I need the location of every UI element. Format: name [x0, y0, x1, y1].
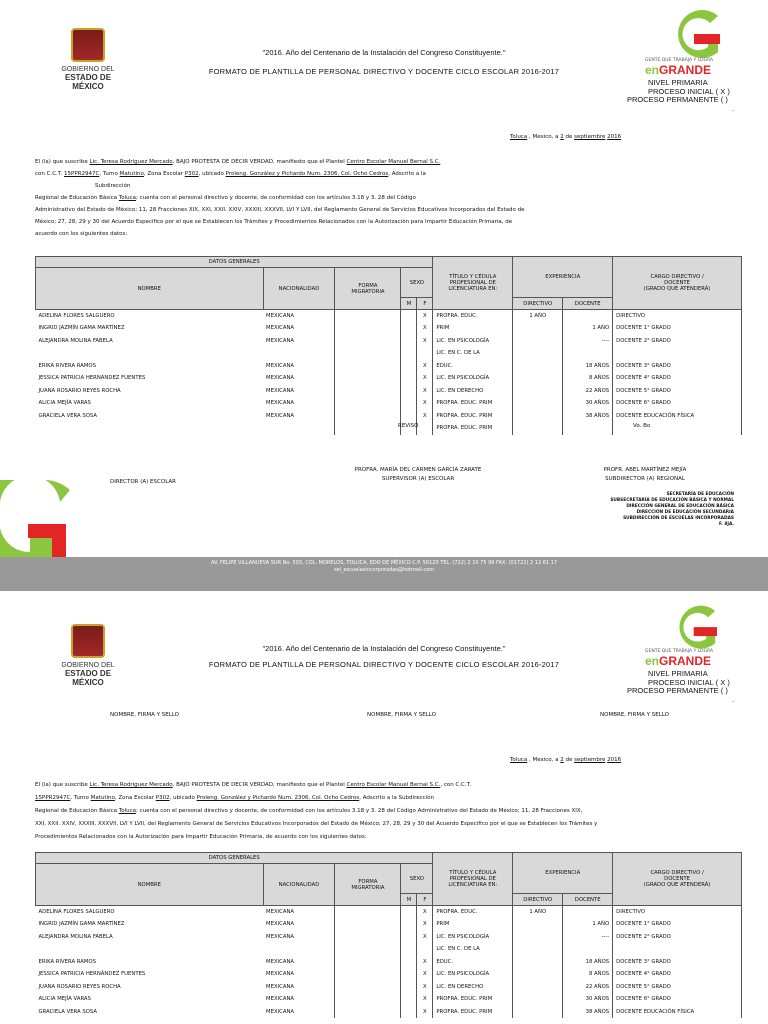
p2-a: Regional de Educación Básica [35, 195, 118, 201]
cell-empty [401, 993, 417, 1006]
cell-empty [401, 981, 417, 994]
proceso-inicial: PROCESO INICIAL ( X ) [648, 87, 730, 96]
century: 20 [607, 134, 615, 140]
experiencia-header: EXPERIENCIA [513, 257, 613, 298]
cell-nombre: ERIKA RIVERA RAMOS [38, 362, 96, 369]
cell-f [417, 347, 433, 360]
cell-doc [563, 906, 613, 919]
cell-doc: 38 AÑOS [563, 410, 613, 423]
subdir-name: PROFR. ABEL MARTÍNEZ MEJÍA [603, 467, 687, 473]
cell-f: X [417, 385, 433, 398]
cell-cargo: DOCENTE 1° GRADO [613, 322, 742, 335]
cell-doc [563, 422, 613, 435]
cell-empty [335, 335, 401, 348]
cell-dir [513, 918, 563, 931]
cell-titulo: EDUC. [433, 360, 513, 373]
cell-doc [563, 310, 613, 323]
cell-doc: 18 AÑOS [563, 956, 613, 969]
cell-nombre [36, 943, 264, 956]
cell-nac: MEXICANA [266, 313, 295, 319]
cell-empty [335, 968, 401, 981]
table-row [36, 322, 742, 335]
cell-empty [401, 906, 417, 919]
cell-titulo: LIC. EN DERECHO [433, 981, 513, 994]
cell-dir: 1 AÑO [513, 310, 563, 323]
cell-nac [263, 422, 335, 435]
titulo-header: TÍTULO Y CÉDULA PROFESIONAL DE LICENCIATURA EN: [433, 257, 513, 310]
engrande-logo [640, 6, 742, 76]
cct: 15PPR2947C [64, 171, 100, 177]
cell-nac: MEXICANA [266, 996, 295, 1003]
cell-doc [563, 347, 613, 360]
cell-titulo: PROFRA. EDUC. PRIM [433, 422, 513, 435]
nivel: NIVEL PRIMARIA [648, 669, 708, 678]
m-header: M [401, 298, 417, 310]
cell-nombre: ALEJANDRA MOLINA FABELA [38, 337, 113, 344]
cell-f: X [417, 322, 433, 335]
cell-f: X [417, 310, 433, 323]
document-title: FORMATO DE PLANTILLA DE PERSONAL DIRECTIVO Y DOCENTE CICLO ESCOLAR 2016-2017 [208, 660, 560, 669]
cell-titulo: PROFRA. EDUC. PRIM [433, 993, 513, 1006]
directivo-header: DIRECTIVO [513, 298, 563, 310]
table-body [36, 906, 742, 1019]
cell-titulo: LIC. EN C. DE LA [433, 943, 513, 956]
turno-label: , Turno [99, 171, 118, 177]
cell-empty [401, 968, 417, 981]
cell-dir [513, 385, 563, 398]
table-row [36, 956, 742, 969]
cell-nombre: ADELINA FLORES SALGUERO [38, 909, 115, 915]
cell-titulo: PROFRA. EDUC. [433, 310, 513, 323]
cell-nac: MEXICANA [266, 1008, 295, 1015]
cell-empty [401, 1006, 417, 1019]
cell-titulo: LIC. EN PSICOLOGÍA [433, 968, 513, 981]
engrande-logo [640, 602, 742, 672]
p1-c: con C.C.T. [35, 171, 63, 177]
sexo-header: SEXO [401, 268, 433, 298]
cell-doc: 30 AÑOS [563, 993, 613, 1006]
cell-empty [335, 981, 401, 994]
table-header [36, 257, 742, 310]
cell-f: X [417, 372, 433, 385]
cell-dir [513, 322, 563, 335]
table-body [36, 310, 742, 435]
cell-nombre: JESSICA PATRICIA HERNÁNDEZ FUENTES [38, 375, 146, 382]
cell-empty [335, 385, 401, 398]
secretaria-line: DIRECCIÓN DE EDUCACIÓN SECUNDARIA [636, 510, 734, 515]
cell-f: X [417, 335, 433, 348]
footer-address: AV. FELIPE VILLANUEVA SUR No. 503, COL. MORELOS, TOLUCA, EDO DE MÉXICO C.P. 50120 TEL. (722) 2 10 75 99 FAX: (01722) 2 12 61 17 [210, 560, 558, 566]
cell-nac: MEXICANA [266, 325, 295, 332]
body-text [35, 156, 735, 240]
place-date: Toluca , Mexico, a 2 de septiembre 2016 [510, 757, 622, 763]
cell-nac: MEXICANA [266, 412, 295, 419]
cell-f: X [417, 931, 433, 944]
cell-cargo: DOCENTE 2° GRADO [613, 335, 742, 348]
cell-empty [335, 931, 401, 944]
cell-nac: MEXICANA [266, 921, 295, 928]
zona-label: , Zona Escolar [143, 171, 184, 177]
cell-dir [513, 422, 563, 435]
cell-doc: 8 AÑOS [563, 372, 613, 385]
cell-dir [513, 1006, 563, 1019]
cell-nac [263, 347, 335, 360]
cell-doc: 22 AÑOS [563, 981, 613, 994]
cell-f: X [417, 981, 433, 994]
table-row [36, 310, 742, 323]
cell-f: X [417, 397, 433, 410]
cell-doc: 8 AÑOS [563, 968, 613, 981]
cell-empty [401, 310, 417, 323]
cell-nombre: INGRID JAZMÍN GAMA MARTÍNEZ [38, 325, 125, 332]
cell-empty [335, 347, 401, 360]
cell-titulo: LIC. EN C. DE LA [433, 347, 513, 360]
cell-empty [335, 906, 401, 919]
year: 16 [614, 134, 622, 140]
table-row [36, 918, 742, 931]
gov-line1: GOBIERNO DEL [61, 66, 115, 73]
place-date [510, 131, 621, 143]
body-text: El (la) que suscribe Lic. Teresa Rodriguez Mercado, BAJO PROTESTA DE DECIR VERDAD, manifiesto que el Plantel Centro Escolar Manuel Bernal S.C., con C.C.T. 15PPR2947C, Turno Matutino, Zona Escolar P302, ubicado Proleng. González y Pichardo Num. 2306, Col. Ocho Cedros, Adscrito a la Subdirección Regional de Educación Básica Toluca; cuenta con el personal directivo y docente, de conformidad con los artículos 3.18 y 3. 28 del Código Administrativo del Estado de México; 11, 28 Fracciones XIX, XXI, XXII. XXIV, XXXIII, XXXVII, LVI Y LVII, del Reglamento General de Servicios Educativos Incorporados del Estado de México; 27, 28, 29 y 30 del Acuerdo Especifico por el que se Establecen los Trámites y Procedimientos Relacionados con la Autorización para Impartir Educación Primaria, de acuerdo con los siguientes datos: [35, 782, 598, 840]
reviso: REVISÓ [398, 423, 419, 429]
g-logo-icon [640, 6, 742, 64]
proceso-inicial: PROCESO INICIAL ( X ) [648, 678, 730, 687]
table-row [36, 385, 742, 398]
cell-nac: MEXICANA [266, 909, 295, 915]
cell-titulo: PRIM [433, 322, 513, 335]
cell-nombre: ALEJANDRA MOLINA FABELA [38, 933, 113, 940]
cell-dir [513, 347, 563, 360]
cell-nombre: INGRID JAZMÍN GAMA MARTÍNEZ [38, 921, 125, 928]
logo-grande: GRANDE [659, 63, 712, 77]
table-row [36, 931, 742, 944]
cell-titulo: LIC. EN PSICOLOGÍA [433, 335, 513, 348]
cell-dir [513, 931, 563, 944]
cell-f [417, 943, 433, 956]
cell-nombre: GRACIELA VERA SOSA [38, 412, 97, 419]
cell-empty [335, 956, 401, 969]
date-sep: , Mexico, a [528, 134, 559, 140]
cell-titulo: PROFRA. EDUC. PRIM [433, 410, 513, 423]
cell-empty [335, 322, 401, 335]
cell-cargo: DOCENTE 3° GRADO [613, 360, 742, 373]
footer-email: sel_escuelasincorporadas@hotmail.com [333, 567, 435, 573]
table-row [36, 981, 742, 994]
cell-dir [513, 968, 563, 981]
firma-2: NOMBRE, FIRMA Y SELLO [367, 712, 436, 718]
logo-tagline: GENTE QUE TRABAJA Y LOGRA [645, 58, 714, 63]
table-row [36, 335, 742, 348]
table-row [36, 968, 742, 981]
cell-nombre: JESSICA PATRICIA HERNÁNDEZ FUENTES [38, 971, 146, 978]
forma-header: FORMA MIGRATORIA [335, 268, 401, 310]
cell-nac: MEXICANA [266, 400, 295, 407]
cell-empty [401, 347, 417, 360]
cell-cargo [613, 347, 742, 360]
firma-3: NOMBRE, FIRMA Y SELLO [600, 712, 669, 718]
cell-f: X [417, 1006, 433, 1019]
table-row [36, 1006, 742, 1019]
cell-dir [513, 372, 563, 385]
cell-nac: MEXICANA [266, 971, 295, 978]
cell-empty [401, 360, 417, 373]
cell-dir [513, 360, 563, 373]
cell-nac [263, 943, 335, 956]
cell-cargo: DOCENTE 4° GRADO [613, 968, 742, 981]
cell-nac: MEXICANA [266, 387, 295, 394]
cell-doc: 1 AÑO [563, 918, 613, 931]
logo-wordmark [645, 655, 711, 667]
school: Centro Escolar Manuel Bernal S.C. [346, 159, 441, 165]
watermark-g-icon [0, 480, 70, 558]
docente-header: DOCENTE [563, 298, 613, 310]
cell-empty [401, 943, 417, 956]
supervisor-name: PROFRA. MARÍA DEL CARMEN GARCÍA ZARATE [354, 467, 482, 473]
cell-dir [513, 943, 563, 956]
table-row [36, 360, 742, 373]
day: 2 [560, 134, 564, 140]
f-header: F [417, 298, 433, 310]
nombre-header: NOMBRE [36, 268, 264, 310]
cell-nombre [36, 422, 264, 435]
subdir-block [590, 466, 700, 484]
p3: Administrativo del Estado de México; 11, 28 Fracciones XIX, XXI, XXII. XXIV, XXXIII, XXXVII, LVI Y LVII, del Reglamento General de Servicios Educativos Incorporados del Estado de [35, 207, 525, 213]
cell-empty [335, 410, 401, 423]
vobo: Vo. Bo [633, 423, 651, 429]
p1-b: , BAJO PROTESTA DE DECIR VERDAD, manifiesto que el Plantel [172, 159, 345, 165]
firma-1: NOMBRE, FIRMA Y SELLO [110, 712, 179, 718]
document-page-2 [0, 596, 768, 1024]
secretaria-line: F. 8JA. [718, 522, 734, 527]
cell-f: X [417, 918, 433, 931]
cell-empty [335, 422, 401, 435]
cell-doc: 1 AÑO [563, 322, 613, 335]
g-logo-icon [640, 602, 742, 654]
subdir-title: SUBDIRECTOR (A) REGIONAL [605, 476, 685, 482]
secretaria-block [610, 492, 734, 528]
cell-f: X [417, 956, 433, 969]
cell-titulo: PROFRA. EDUC. [433, 906, 513, 919]
cell-cargo: DOCENTE 4° GRADO [613, 372, 742, 385]
group-header: DATOS GENERALES [36, 257, 433, 268]
cell-cargo: DOCENTE 6° GRADO [613, 993, 742, 1006]
p5: acuerdo con los siguientes datos: [35, 231, 128, 237]
nivel: NIVEL PRIMARIA [648, 78, 708, 87]
cell-f: X [417, 906, 433, 919]
cell-cargo: DOCENTE 2° GRADO [613, 931, 742, 944]
cell-cargo: DOCENTE 5° GRADO [613, 385, 742, 398]
cell-dir [513, 410, 563, 423]
table-row [36, 993, 742, 1006]
proceso-permanente: PROCESO PERMANENTE ( ) [627, 686, 728, 695]
p4: México; 27, 28, 29 y 30 del Acuerdo Especifico por el que se Establecen los Trámites y Procedimientos Relacionados con la Autorización para Impartir Educación Primaria, de [35, 219, 513, 225]
cell-cargo [613, 422, 742, 435]
cell-titulo: LIC. EN PSICOLOGÍA [433, 372, 513, 385]
logo-wordmark [645, 64, 711, 76]
supervisor-title: SUPERVISOR (A) ESCOLAR [381, 476, 455, 482]
turno: Matutino [119, 171, 144, 177]
table-header: DATOS GENERALES TÍTULO Y CÉDULA PROFESIONAL DE LICENCIATURA EN: EXPERIENCIA CARGO DIRECTIVO / DOCENTE (GRADO QUE ATENDERÁ) NOMBRE NACIONALIDAD FORMA MIGRATORIA SEXO M F DIRECTIVO DOCENTE [36, 853, 742, 906]
director-title: DIRECTOR (A) ESCOLAR [110, 479, 176, 485]
table-row [36, 943, 742, 956]
cell-titulo: LIC. EN DERECHO [433, 385, 513, 398]
motto: "2016. Año del Centenario de la Instalación del Congreso Constituyente." [262, 48, 506, 57]
cell-doc [563, 943, 613, 956]
cell-dir [513, 335, 563, 348]
cell-nombre: GRACIELA VERA SOSA [38, 1008, 97, 1015]
cell-empty [401, 918, 417, 931]
staff-table [35, 852, 742, 1018]
cell-f: X [417, 360, 433, 373]
logo-tagline: GENTE QUE TRABAJA Y LOGRA [645, 649, 714, 654]
address: Proleng. González y Pichardo Num. 2306, Col. Ocho Cedros [225, 171, 389, 177]
secretaria-line: SECRETARÍA DE EDUCACIÓN [666, 492, 734, 497]
footer-bar [0, 557, 768, 591]
region: Toluca [118, 195, 136, 201]
cell-titulo: LIC. EN PSICOLOGÍA [433, 931, 513, 944]
cell-nombre: ERIKA RIVERA RAMOS [38, 958, 96, 965]
cell-empty [401, 931, 417, 944]
secretaria-line: SUBDIRECCIÓN DE ESCUELAS INCORPORADAS [623, 516, 734, 521]
cell-nac: MEXICANA [266, 983, 295, 990]
zona: P302 [184, 171, 199, 177]
cell-doc: 18 AÑOS [563, 360, 613, 373]
cell-f: X [417, 410, 433, 423]
ubicado-label: , ubicado [198, 171, 224, 177]
month: septiembre [574, 134, 606, 140]
gov-line2: ESTADO DE MÉXICO [64, 669, 112, 687]
table-row [36, 347, 742, 360]
cell-nac: MEXICANA [266, 933, 295, 940]
cell-nombre: JUANA ROSARIO REYES ROCHA [38, 387, 121, 394]
cell-cargo: DOCENTE EDUCACIÓN FÍSICA [613, 410, 742, 423]
cell-titulo: PROFRA. EDUC. PRIM [433, 1006, 513, 1019]
cell-cargo: DOCENTE 5° GRADO [613, 981, 742, 994]
cell-cargo: DOCENTE 3° GRADO [613, 956, 742, 969]
dot: . [732, 695, 735, 704]
cell-empty [401, 956, 417, 969]
cell-empty [401, 372, 417, 385]
cell-empty [401, 385, 417, 398]
cell-cargo: DIRECTIVO [613, 310, 742, 323]
cell-f [417, 422, 433, 435]
staff-table [35, 256, 742, 435]
logo-grande: GRANDE [659, 654, 712, 668]
cell-nac: MEXICANA [266, 958, 295, 965]
cargo-header: CARGO DIRECTIVO / DOCENTE (GRADO QUE ATENDERÁ) [613, 257, 742, 310]
logo-en: en [645, 63, 660, 77]
proceso-permanente: PROCESO PERMANENTE ( ) [627, 95, 728, 104]
p2-b: ; cuenta con el personal directivo y docente, de conformidad con los artículos 3.18 y 3. 28 del Código [135, 195, 416, 201]
table-row [36, 372, 742, 385]
de1: de [565, 134, 573, 140]
secretaria-line: DIRECCIÓN GENERAL DE EDUCACIÓN BÁSICA [626, 504, 734, 509]
cell-empty [335, 360, 401, 373]
cell-empty [335, 310, 401, 323]
cell-nombre: JUANA ROSARIO REYES ROCHA [38, 983, 121, 990]
adscrito: , Adscrito a la [388, 171, 426, 177]
cell-empty [401, 335, 417, 348]
cell-dir [513, 993, 563, 1006]
cell-dir [513, 956, 563, 969]
cell-dir [513, 397, 563, 410]
cell-doc: 38 AÑOS [563, 1006, 613, 1019]
cell-dir: 1 AÑO [513, 906, 563, 919]
cell-titulo: PROFRA. EDUC. PRIM [433, 397, 513, 410]
subdir: Subdirección [95, 183, 131, 189]
cell-nac: MEXICANA [266, 337, 295, 344]
cell-cargo: DOCENTE 1° GRADO [613, 918, 742, 931]
cell-nac: MEXICANA [266, 362, 295, 369]
city: Toluca [510, 134, 528, 140]
cell-cargo: DOCENTE 6° GRADO [613, 397, 742, 410]
cell-f: X [417, 968, 433, 981]
gov-line1: GOBIERNO DEL [61, 662, 115, 669]
p1-a: El (la) que suscribe [35, 159, 88, 165]
cell-cargo [613, 943, 742, 956]
cell-empty [335, 372, 401, 385]
cell-doc: ---- [563, 335, 613, 348]
cell-titulo: EDUC. [433, 956, 513, 969]
nacionalidad-header: NACIONALIDAD [263, 268, 335, 310]
signer: Lic. Teresa Rodriguez Mercado [89, 159, 173, 165]
table-row [36, 397, 742, 410]
cell-nombre [36, 347, 264, 360]
cell-titulo: PRIM [433, 918, 513, 931]
cell-cargo: DOCENTE EDUCACIÓN FÍSICA [613, 1006, 742, 1019]
cell-dir [513, 981, 563, 994]
cell-empty [335, 397, 401, 410]
cell-empty [335, 1006, 401, 1019]
gov-logo [58, 28, 118, 91]
cell-f: X [417, 993, 433, 1006]
cell-nac: MEXICANA [266, 375, 295, 382]
cell-doc: 30 AÑOS [563, 397, 613, 410]
secretaria-line: SUBSECRETARÍA DE EDUCACIÓN BÁSICA Y NORMAL [610, 498, 734, 503]
cell-empty [401, 322, 417, 335]
cell-empty [401, 397, 417, 410]
dot: . [732, 104, 735, 113]
cell-nombre: ADELINA FLORES SALGUERO [38, 313, 115, 319]
table-row [36, 906, 742, 919]
gov-line2: ESTADO DE MÉXICO [64, 73, 112, 91]
cell-empty [335, 943, 401, 956]
cell-nombre: ALICIA MEJÍA VARAS [38, 996, 91, 1003]
supervisor-block [333, 466, 503, 484]
cell-empty [335, 993, 401, 1006]
motto: "2016. Año del Centenario de la Instalación del Congreso Constituyente." [262, 644, 506, 653]
logo-en: en [645, 654, 660, 668]
cell-empty [335, 918, 401, 931]
cell-cargo: DIRECTIVO [613, 906, 742, 919]
cell-nombre: ALICIA MEJÍA VARAS [38, 400, 91, 407]
document-title: FORMATO DE PLANTILLA DE PERSONAL DIRECTIVO Y DOCENTE CICLO ESCOLAR 2016-2017 [208, 67, 560, 76]
cell-doc: ---- [563, 931, 613, 944]
cell-doc: 22 AÑOS [563, 385, 613, 398]
gov-logo [58, 624, 118, 687]
